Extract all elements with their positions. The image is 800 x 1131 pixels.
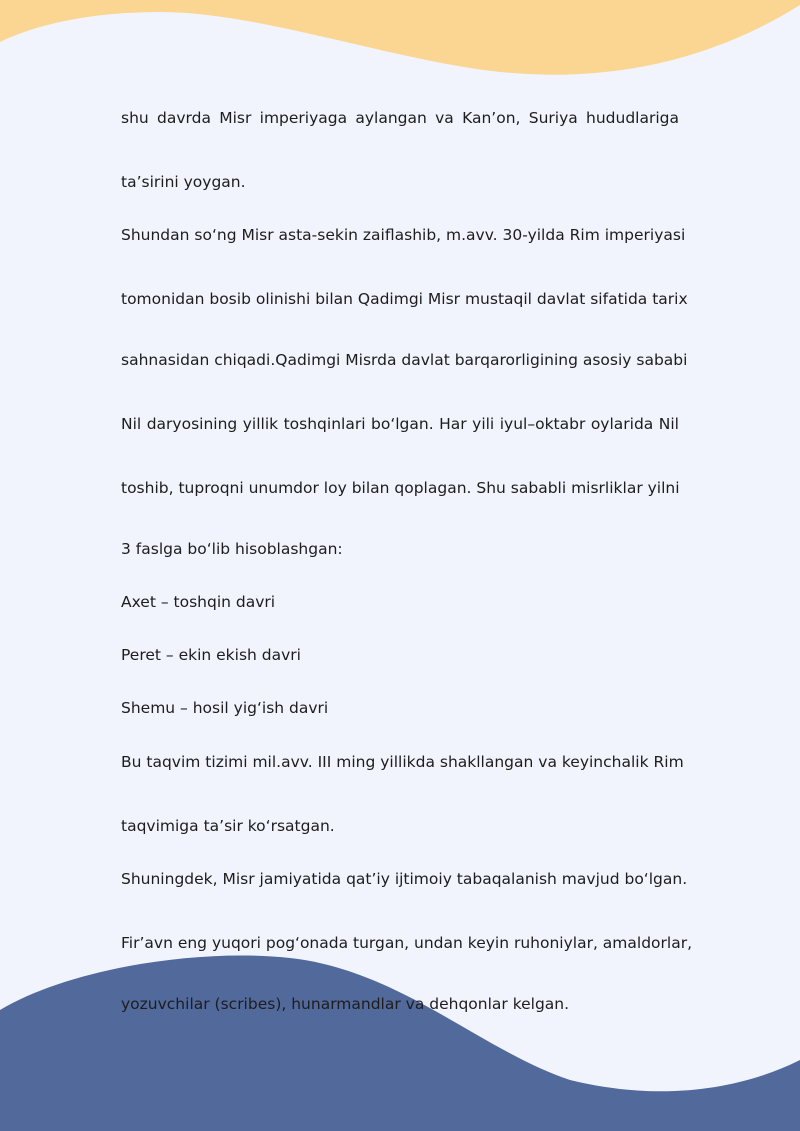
- text-line: sahnasidan chiqadi.Qadimgi Misrda davlat barqarorligining asosiy sababi: [121, 351, 688, 369]
- text-line: tomonidan bosib olinishi bilan Qadimgi Misr mustaqil davlat sifatida tarix: [121, 290, 688, 308]
- list-item-peret: Peret – ekin ekish davri: [121, 646, 301, 664]
- text-line: Nil daryosining yillik toshqinlari bo‘lgan. Har yili iyul–oktabr oylarida Nil: [121, 415, 679, 433]
- text-line: Bu taqvim tizimi mil.avv. III ming yillikda shakllangan va keyinchalik Rim: [121, 753, 684, 771]
- text-line: Fir’avn eng yuqori pog‘onada turgan, undan keyin ruhoniylar, amaldorlar,: [121, 934, 693, 952]
- text-line: yozuvchilar (scribes), hunarmandlar va dehqonlar kelgan.: [121, 995, 570, 1013]
- list-item-axet: Axet – toshqin davri: [121, 593, 276, 611]
- text-line: Shuningdek, Misr jamiyatida qat’iy ijtimoiy tabaqalanish mavjud bo‘lgan.: [121, 870, 688, 888]
- text-line: taqvimiga ta’sir ko‘rsatgan.: [121, 817, 335, 835]
- text-line: Shundan so‘ng Misr asta-sekin zaiflashib, m.avv. 30-yilda Rim imperiyasi: [121, 226, 686, 244]
- text-line: shu davrda Misr imperiyaga aylangan va Kan’on, Suriya hududlariga: [121, 109, 679, 127]
- list-item-shemu: Shemu – hosil yig‘ish davri: [121, 699, 329, 717]
- text-line: ta’sirini yoygan.: [121, 173, 246, 191]
- text-line: toshib, tuproqni unumdor loy bilan qoplagan. Shu sababli misrliklar yilni: [121, 479, 680, 497]
- text-line: 3 faslga bo‘lib hisoblashgan:: [121, 540, 343, 558]
